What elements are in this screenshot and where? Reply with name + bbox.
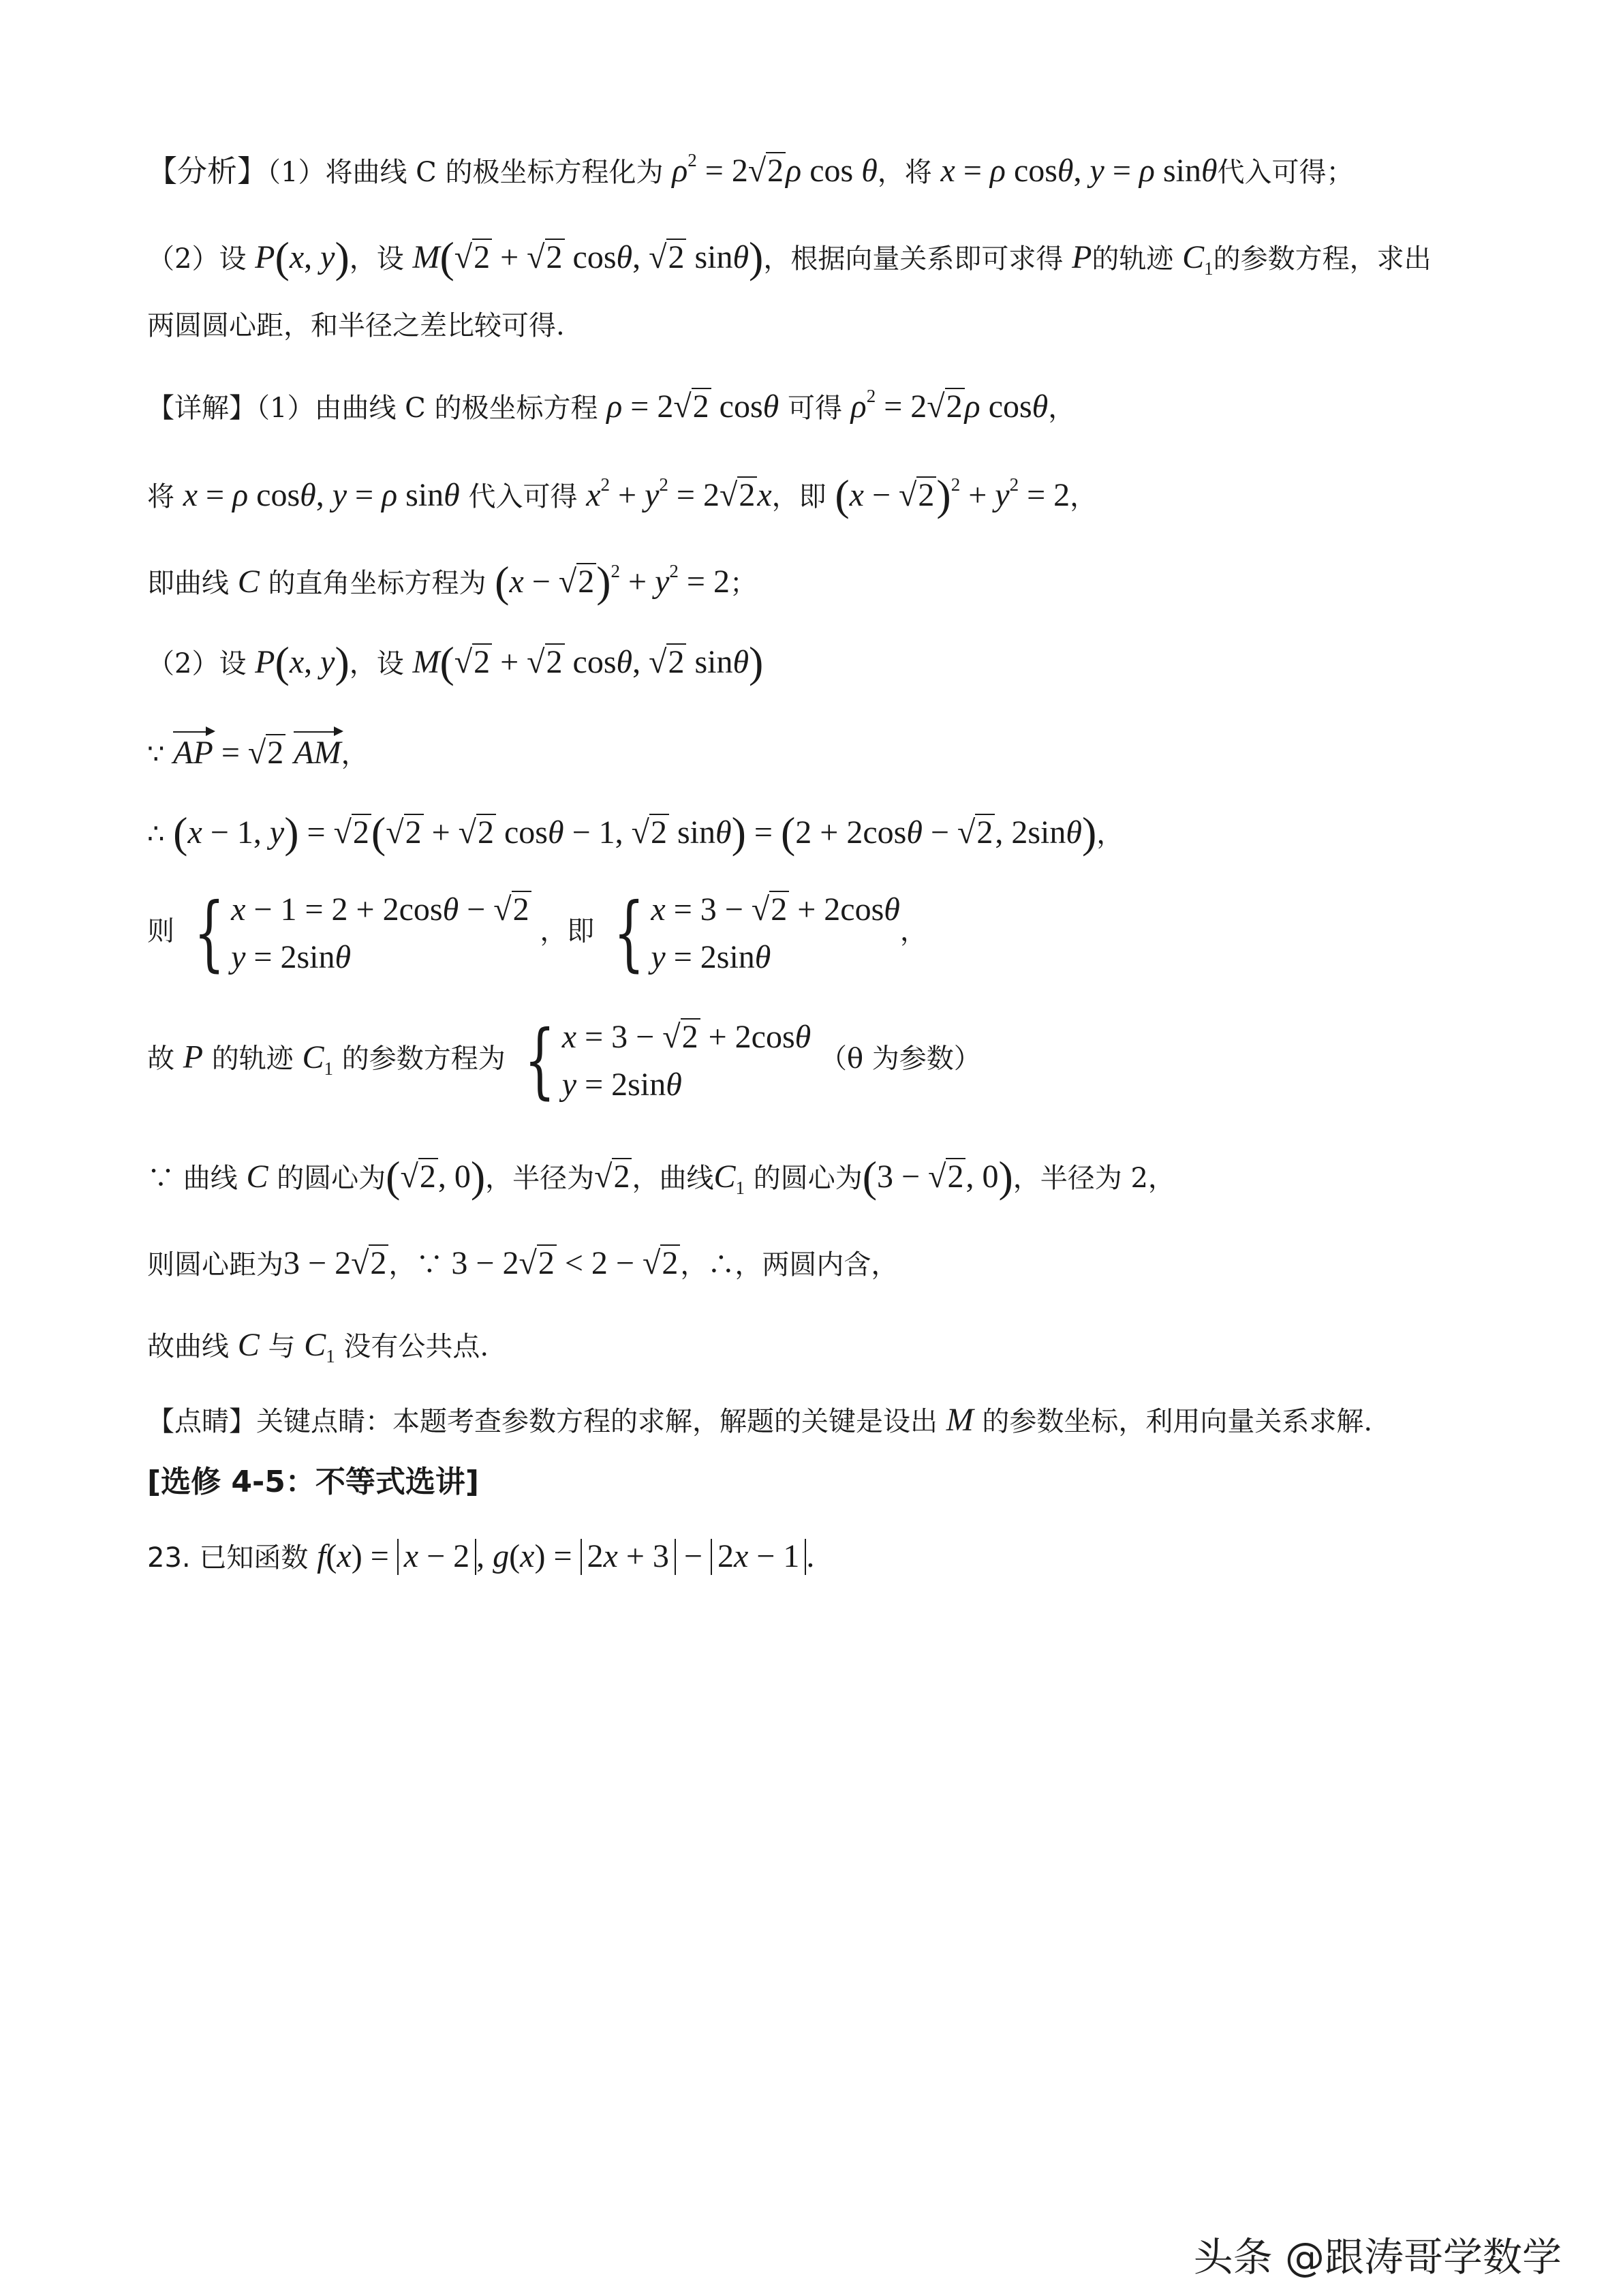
because-symbol: ∵	[147, 1163, 174, 1194]
therefore-symbol: ∴	[147, 818, 165, 850]
therefore-symbol: ∴	[707, 1249, 735, 1281]
solution-text: 的直角坐标方程为	[268, 568, 486, 599]
equation-system: { x = 3 − √2 + 2cosθ y = 2sinθ	[613, 885, 900, 981]
solution-text: （1）由曲线 C 的极坐标方程	[256, 393, 598, 424]
formula: $\rho^2 = 2√2\rho$ cosθ	[850, 386, 1049, 425]
solution-line-5: ∵ AP = √2 AM，	[147, 733, 369, 769]
analysis-text: 代入可得；	[1217, 157, 1354, 188]
solution-line-8: 故 P 的轨迹 $C_1$ 的参数方程为 { x = 3 − √2 + 2cosθ y = 2sinθ （θ 为参数）	[147, 1013, 981, 1108]
solution-text: ，设	[349, 648, 404, 679]
solution-line-11: 故曲线 C 与 $C_1$ 没有公共点.	[147, 1327, 489, 1366]
solution-text: 则圆心距为	[147, 1249, 283, 1281]
solution-line-1: 【详解】（1）由曲线 C 的极坐标方程 ρ = 2√2 cosθ 可得 $\rho^2 = 2√2\rho$ cosθ，	[147, 386, 1076, 425]
solution-line-3: 即曲线 C 的直角坐标方程为 $(x - √2)^2 + y^2 = 2$；	[147, 557, 757, 606]
analysis-line-2: （2）设 P(x, y)，设 M(√2 + √2 cosθ, √2 sinθ)，根据向量关系即可求得 P的轨迹 $C_1$的参数方程，求出	[147, 233, 1432, 281]
analysis-line-3	[147, 312, 565, 339]
solution-line-10: 则圆心距为3 − 2√2，∵ 3 − 2√2 < 2 − √2，∴，两圆内含，	[147, 1245, 899, 1281]
formula: P(x, y)	[255, 233, 350, 281]
comment-line: 【点睛】关键点睛：本题考查参数方程的求解，解题的关键是设出 M 的参数坐标，利用向量关系求解.	[147, 1402, 1373, 1438]
comment-text: 的参数坐标，利用向量关系求解.	[982, 1406, 1373, 1437]
section-heading-text: [选修 4-5：不等式选讲]	[147, 1465, 480, 1499]
analysis-text: ，设	[349, 243, 404, 275]
because-symbol: ∵	[147, 739, 165, 770]
because-symbol: ∵	[416, 1249, 444, 1281]
formula: $x^2 + y^2 = 2√2x$	[586, 474, 772, 513]
solution-text: 即曲线	[147, 568, 229, 599]
solution-text: 的轨迹	[211, 1043, 294, 1075]
analysis-text: ，根据向量关系即可求得	[763, 243, 1064, 275]
solution-text: 的圆心为	[753, 1163, 863, 1194]
solution-text: ，半径为 2，	[1013, 1163, 1175, 1194]
solution-text: 代入可得	[468, 481, 578, 512]
equation-system: { x = 3 − √2 + 2cosθ y = 2sinθ	[524, 1013, 812, 1108]
solution-text: 的参数方程为	[341, 1043, 506, 1075]
formula: AP = √2 AM	[173, 735, 341, 771]
analysis-text: （1）将曲线 C 的极坐标方程化为	[267, 157, 664, 188]
solution-line-9: ∵ 曲线 C 的圆心为(√2, 0)，半径为√2，曲线$C_1$ 的圆心为(3 − √2, 0)，半径为 2，	[147, 1152, 1175, 1201]
solution-line-7: 则 { x − 1 = 2 + 2cosθ − √2 y = 2sinθ ，即 { x = 3 − √2 + 2cosθ y = 2sinθ ，	[147, 885, 927, 981]
solution-text: 将	[147, 481, 174, 512]
formula: x = ρ cosθ, y = ρ sinθ	[940, 153, 1218, 189]
solution-text: ，即	[771, 481, 826, 512]
solution-text: ，曲线	[632, 1163, 714, 1194]
solution-text: 则	[147, 915, 174, 947]
problem-23	[147, 1539, 814, 1575]
comment-label: 【点睛】	[147, 1406, 256, 1437]
solution-line-2: 将 x = ρ cosθ, y = ρ sinθ 代入可得 $x^2 + y^2 = 2√2x$，即 $(x - √2)^2 + y^2 = 2$，	[147, 471, 1098, 519]
equation-system: { x − 1 = 2 + 2cosθ − √2 y = 2sinθ	[183, 886, 531, 981]
formula: $(x - √2)^2 + y^2 = 2$	[495, 557, 730, 606]
analysis-text: 两圆圆心距，和半径之差比较可得.	[147, 310, 565, 341]
solution-text: 与	[268, 1331, 296, 1362]
solution-text: ，半径为	[485, 1163, 595, 1194]
problem-text: 已知函数	[199, 1542, 309, 1574]
analysis-text: ，将	[877, 157, 932, 188]
formula: M(√2 + √2 cosθ, √2 sinθ)	[412, 638, 764, 686]
solution-text: 没有公共点.	[343, 1331, 489, 1362]
analysis-text: 的参数方程，求出	[1213, 243, 1432, 275]
formula: f(x) = x − 2 , g(x) = 2x + 3 − 2x − 1 .	[317, 1538, 815, 1574]
solution-text: ，两圆内含，	[735, 1249, 899, 1281]
solution-line-4	[147, 638, 764, 686]
solution-text: （2）设	[147, 648, 247, 679]
formula: x = ρ cosθ, y = ρ sinθ	[183, 477, 460, 513]
formula: (x − 1, y) = √2(√2 + √2 cosθ − 1, √2 sinθ) = (2 + 2cosθ − √2, 2sinθ)	[173, 808, 1097, 857]
section-heading	[147, 1467, 479, 1497]
problem-number: 23.	[147, 1542, 191, 1574]
solution-text: 的圆心为	[277, 1163, 386, 1194]
parameter-note: （θ 为参数）	[819, 1043, 981, 1075]
analysis-label: 【分析】	[147, 154, 267, 189]
formula: P(x, y)	[255, 638, 350, 686]
formula: $\rho^2 = 2√2\rho$ cos θ	[672, 150, 878, 189]
solution-text: 故	[147, 1043, 174, 1075]
analysis-text: 的轨迹	[1092, 243, 1174, 275]
watermark: 头条 @跟涛哥学数学	[1193, 2234, 1562, 2280]
formula: ρ = 2√2 cosθ	[606, 388, 779, 425]
formula: $(x - √2)^2 + y^2 = 2$	[835, 471, 1070, 519]
solution-text: 可得	[787, 393, 842, 424]
solution-text: ，即	[540, 915, 595, 947]
formula: M(√2 + √2 cosθ, √2 sinθ)	[412, 233, 764, 281]
solution-line-6: ∴ (x − 1, y) = √2(√2 + √2 cosθ − 1, √2 sinθ) = (2 + 2cosθ − √2, 2sinθ)，	[147, 808, 1124, 857]
solution-label: 【详解】	[147, 393, 256, 424]
solution-text: 曲线	[183, 1163, 238, 1194]
solution-text: 故曲线	[147, 1331, 229, 1362]
analysis-line-1	[147, 151, 1354, 187]
analysis-text: （2）设	[147, 243, 247, 275]
comment-text: 关键点睛：本题考查参数方程的求解，解题的关键是设出	[256, 1406, 938, 1437]
